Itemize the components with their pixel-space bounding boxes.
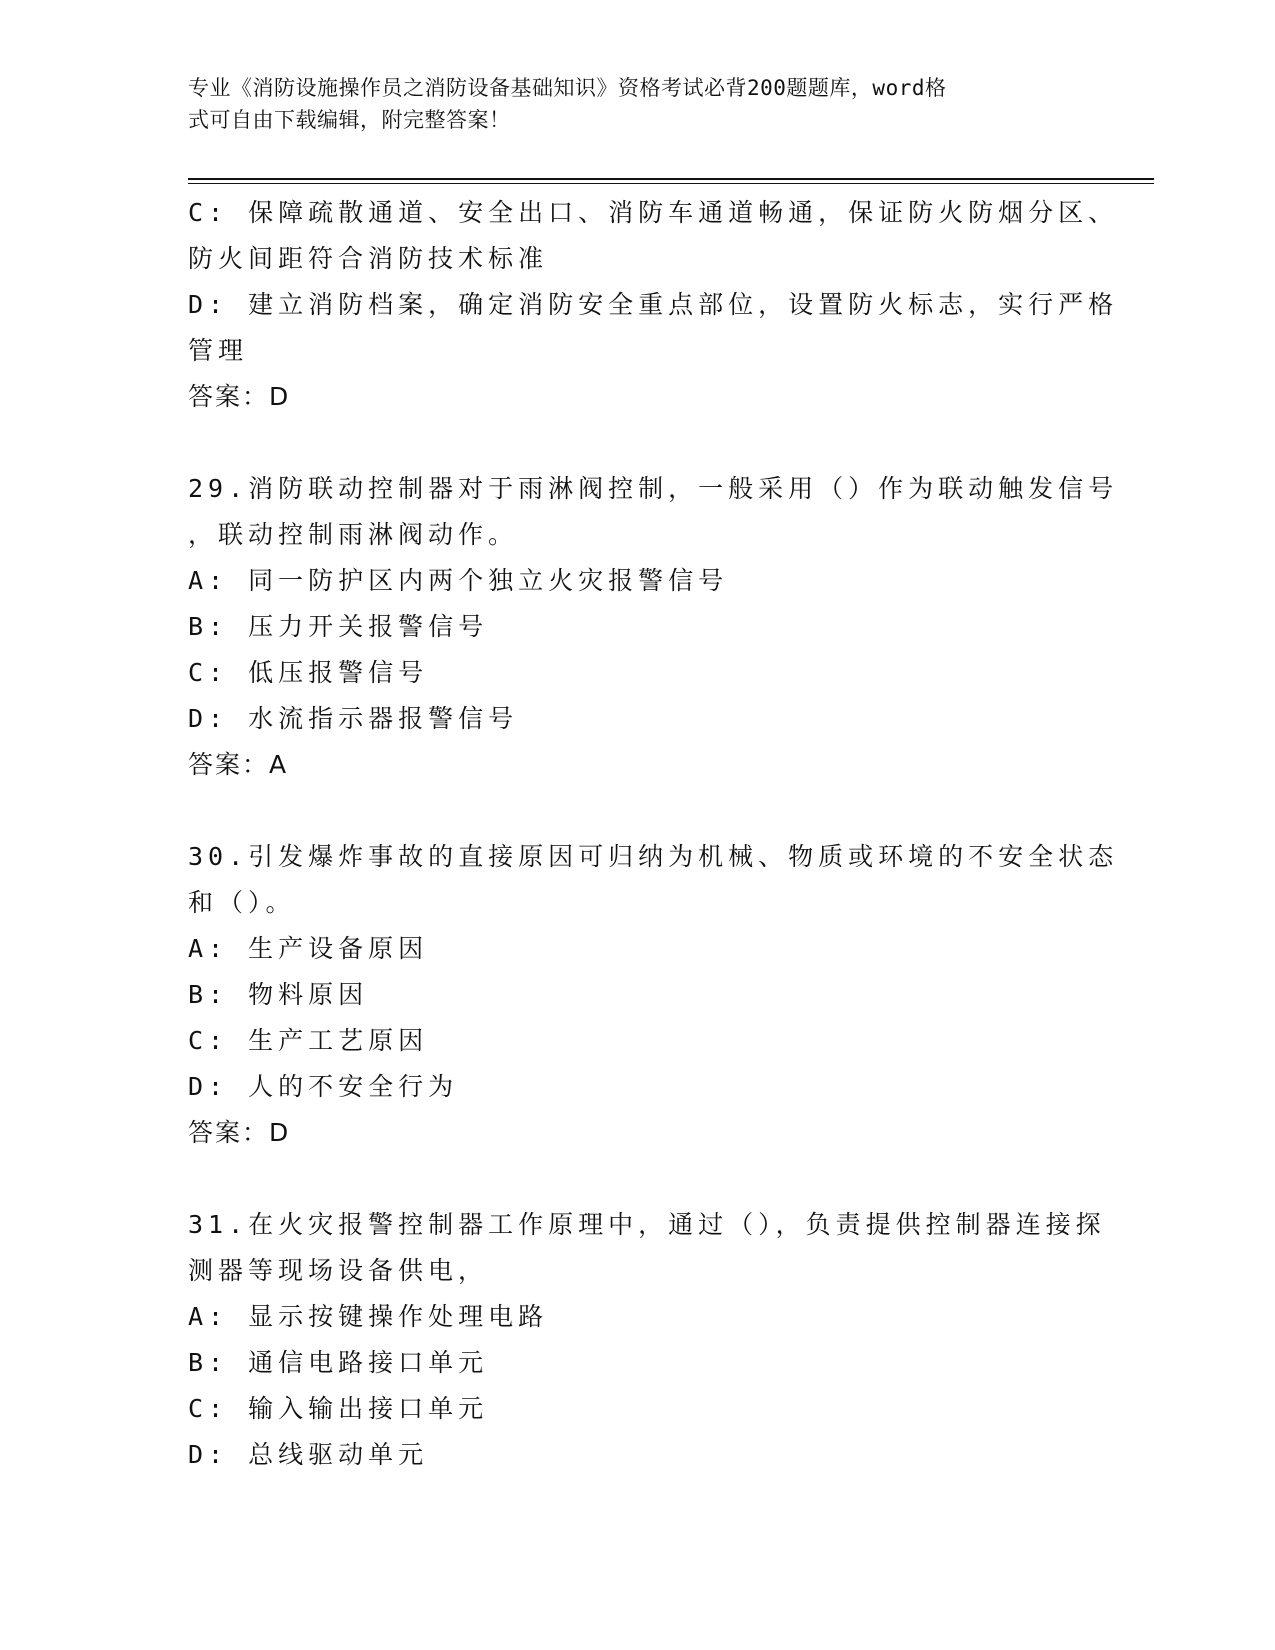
option-b: B: 通信电路接口单元	[188, 1348, 489, 1377]
option-c: C: 生产工艺原因	[188, 1026, 429, 1055]
header-divider-thin	[188, 183, 1154, 184]
question-stem-continued: 和（）。	[188, 888, 296, 917]
question-stem: 30.引发爆炸事故的直接原因可归纳为机械、物质或环境的不安全状态	[188, 842, 1119, 871]
option-d: D: 建立消防档案，确定消防安全重点部位，设置防火标志，实行严格	[188, 290, 1119, 319]
question-stem-continued: 测器等现场设备供电，	[188, 1256, 489, 1285]
option-a: A: 显示按键操作处理电路	[188, 1302, 549, 1331]
question-stem: 31.在火灾报警控制器工作原理中，通过（），负责提供控制器连接探	[188, 1210, 1106, 1239]
previous-question-tail	[188, 190, 1119, 420]
question-stem: 29.消防联动控制器对于雨淋阀控制，一般采用（）作为联动触发信号	[188, 474, 1119, 503]
option-b: B: 物料原因	[188, 980, 369, 1009]
answer: 答案：D	[188, 1118, 291, 1147]
option-c: C: 保障疏散通道、安全出口、消防车通道畅通，保证防火防烟分区、	[188, 198, 1119, 227]
spacer	[188, 420, 1078, 466]
option-b: B: 压力开关报警信号	[188, 612, 489, 641]
option-d-continued: 管理	[188, 336, 249, 365]
answer: 答案：D	[188, 382, 291, 411]
spacer	[188, 1156, 1078, 1202]
option-a: A: 同一防护区内两个独立火灾报警信号	[188, 566, 729, 595]
question-content	[188, 190, 1119, 1478]
page-header	[188, 72, 1068, 136]
option-c: C: 输入输出接口单元	[188, 1394, 489, 1423]
header-title-line-2: 式可自由下载编辑，附完整答案！	[188, 108, 511, 132]
question-30	[188, 834, 1119, 1156]
option-d: D: 水流指示器报警信号	[188, 704, 519, 733]
question-29	[188, 466, 1119, 788]
question-31	[188, 1202, 1106, 1478]
option-c-continued: 防火间距符合消防技术标准	[188, 244, 549, 273]
header-divider-thick	[188, 178, 1154, 180]
answer: 答案：A	[188, 750, 289, 779]
option-d: D: 总线驱动单元	[188, 1440, 429, 1469]
option-d: D: 人的不安全行为	[188, 1072, 459, 1101]
question-stem-continued: ，联动控制雨淋阀动作。	[188, 520, 519, 549]
option-c: C: 低压报警信号	[188, 658, 429, 687]
spacer	[188, 788, 1078, 834]
option-a: A: 生产设备原因	[188, 934, 429, 963]
header-title-line-1: 专业《消防设施操作员之消防设备基础知识》资格考试必背200题题库，word格	[188, 76, 947, 100]
